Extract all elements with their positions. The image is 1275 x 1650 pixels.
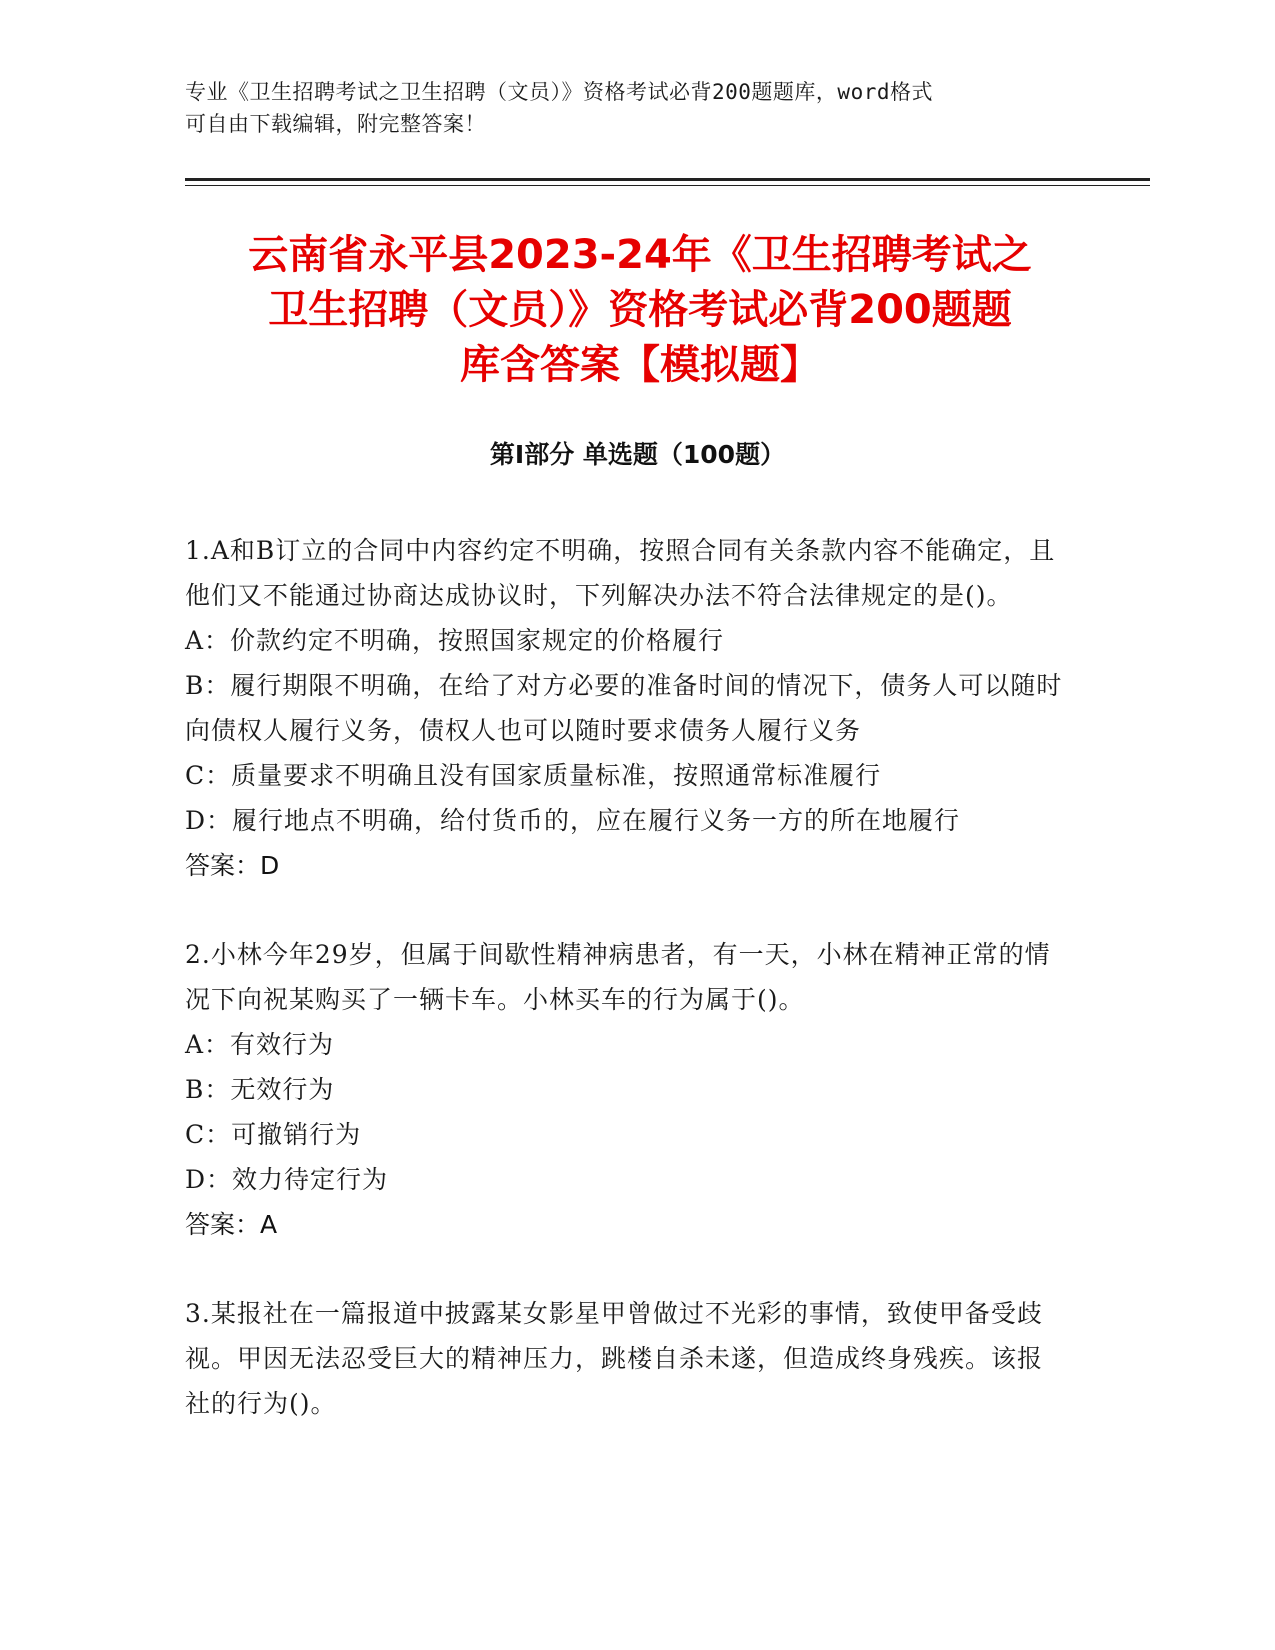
document-title <box>190 228 1090 393</box>
header-note <box>185 76 1065 140</box>
question-list <box>185 528 1065 1470</box>
header-rule-thick <box>185 178 1150 181</box>
question-2 <box>185 932 1065 1247</box>
option-a: A：价款约定不明确，按照国家规定的价格履行 <box>185 626 725 655</box>
question-stem: 1.A和B订立的合同中内容约定不明确，按照合同有关条款内容不能确定，且他们又不能通过协商达成协议时，下列解决办法不符合法律规定的是()。 <box>185 536 1056 610</box>
option-d: D：履行地点不明确，给付货币的，应在履行义务一方的所在地履行 <box>185 806 961 835</box>
document-title-line-3: 库含答案【模拟题】 <box>460 342 820 388</box>
document-title-line-2: 卫生招聘（文员）》资格考试必背200题题 <box>268 287 1012 333</box>
question-stem: 2.小林今年29岁，但属于间歇性精神病患者，有一天，小林在精神正常的情况下向祝某购买了一辆卡车。小林买车的行为属于()。 <box>185 940 1051 1014</box>
document-title-line-1: 云南省永平县2023-24年《卫生招聘考试之 <box>248 232 1032 278</box>
option-c: C：质量要求不明确且没有国家质量标准，按照通常标准履行 <box>185 761 882 790</box>
option-a: A：有效行为 <box>185 1030 335 1059</box>
header-rule-thin <box>185 185 1150 186</box>
section-title: 第Ⅰ部分 单选题（100题） <box>489 440 786 469</box>
question-stem: 3.某报社在一篇报道中披露某女影星甲曾做过不光彩的事情，致使甲备受歧视。甲因无法忍受巨大的精神压力，跳楼自杀未遂，但造成终身残疾。该报社的行为()。 <box>185 1299 1044 1418</box>
header-note-line-1: 专业《卫生招聘考试之卫生招聘（文员）》资格考试必背200题题库，word格式 <box>185 80 933 104</box>
option-d: D：效力待定行为 <box>185 1165 389 1194</box>
header-note-line-2: 可自由下载编辑，附完整答案！ <box>185 112 486 136</box>
question-3 <box>185 1291 1065 1426</box>
question-1 <box>185 528 1065 888</box>
option-c: C：可撤销行为 <box>185 1120 362 1149</box>
option-b: B：履行期限不明确，在给了对方必要的准备时间的情况下，债务人可以随时向债权人履行义务，债权人也可以随时要求债务人履行义务 <box>185 671 1063 745</box>
option-b: B：无效行为 <box>185 1075 335 1104</box>
answer-label: 答案：D <box>185 851 280 880</box>
answer-label: 答案：A <box>185 1210 278 1239</box>
